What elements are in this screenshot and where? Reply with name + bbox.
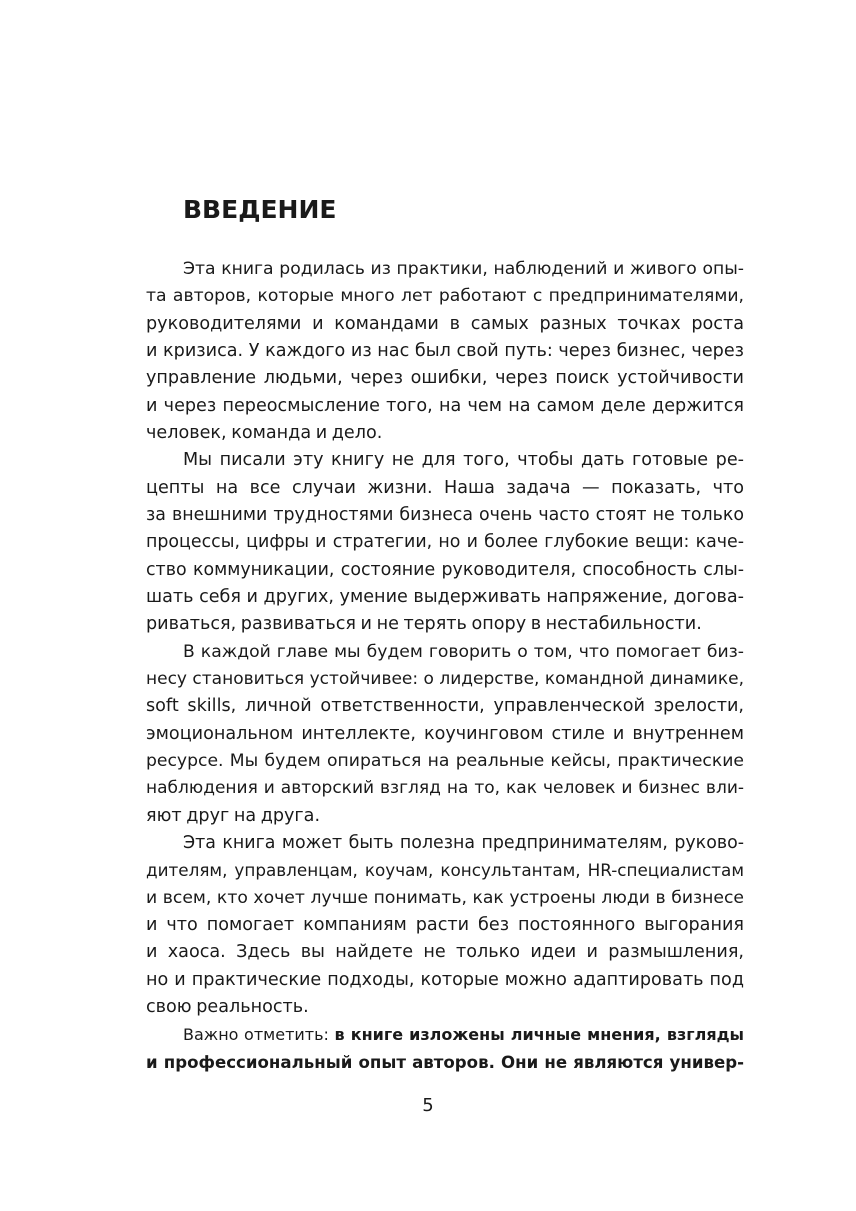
text-line: но и практические подходы, которые можно адаптировать под [146,969,744,990]
text-line: свою реальность. [146,996,309,1017]
text-line: руководителями и командами в самых разных точках роста [146,313,744,334]
text-line: Мы писали эту книгу не для того, чтобы дать готовые ре- [183,450,744,471]
text-line: и кризиса. У каждого из нас был свой путь: через бизнес, через [146,340,744,361]
text-line: Эта книга может быть полезна предпринимателям, руково- [183,832,744,853]
text-line: та авторов, которые много лет работают с предпринимателями, [146,286,744,307]
text-bold: в книге изложены личные мнения, взгляды [334,1025,744,1045]
text-line: и что помогает компаниям расти без постоянного выгорания [146,914,744,935]
text-line: и всем, кто хочет лучше понимать, как устроены люди в бизнесе [146,887,744,908]
text-line: человек, команда и дело. [146,422,383,443]
text-line: несу становиться устойчивее: о лидерстве, командной динамике, [146,668,744,689]
body-text [146,256,744,1076]
text-line: цепты на все случаи жизни. Наша задача — показать, что [146,477,744,498]
text-line: soft skills, личной ответственности, управленческой зрелости, [146,696,744,717]
paragraph-1 [146,256,744,447]
paragraph-4 [146,830,744,1021]
text-line: и через переосмысление того, на чем на самом деле держится [146,395,744,416]
text-line [146,1021,744,1048]
text-line: риваться, развиваться и не терять опору в нестабильности. [146,614,702,635]
text-line: эмоциональном интеллекте, коучинговом стиле и внутреннем [146,723,744,744]
paragraph-3 [146,639,744,830]
text-line: яют друг на друга. [146,805,321,826]
chapter-heading: ВВЕДЕНИЕ [183,195,337,224]
paragraph-5 [146,1021,744,1076]
text-line: В каждой главе мы будем говорить о том, что помогает биз- [183,641,744,662]
text-line: и профессиональный опыт авторов. Они не являются универ- [146,1052,744,1072]
text-line: наблюдения и авторский взгляд на то, как человек и бизнес вли- [146,778,744,799]
text-line: процессы, цифры и стратегии, но и более глубокие вещи: каче- [146,532,744,553]
text-line: и хаоса. Здесь вы найдете не только идеи и размышления, [146,942,744,963]
paragraph-2 [146,447,744,638]
text-line: Эта книга родилась из практики, наблюдений и живого опы- [183,259,744,279]
text-line: за внешними трудностями бизнеса очень часто стоят не только [146,504,744,525]
page-number: 5 [422,1095,434,1116]
text-line: управление людьми, через ошибки, через поиск устойчивости [146,368,744,389]
text-line: шать себя и других, умение выдерживать напряжение, догова- [146,586,744,607]
text-line: дителям, управленцам, коучам, консультантам, HR-специалистам [146,860,744,881]
text-line: ство коммуникации, состояние руководителя, способность слы- [146,559,744,580]
text-normal: Важно отметить: [183,1025,335,1045]
text-line: ресурсе. Мы будем опираться на реальные кейсы, практические [146,750,744,771]
